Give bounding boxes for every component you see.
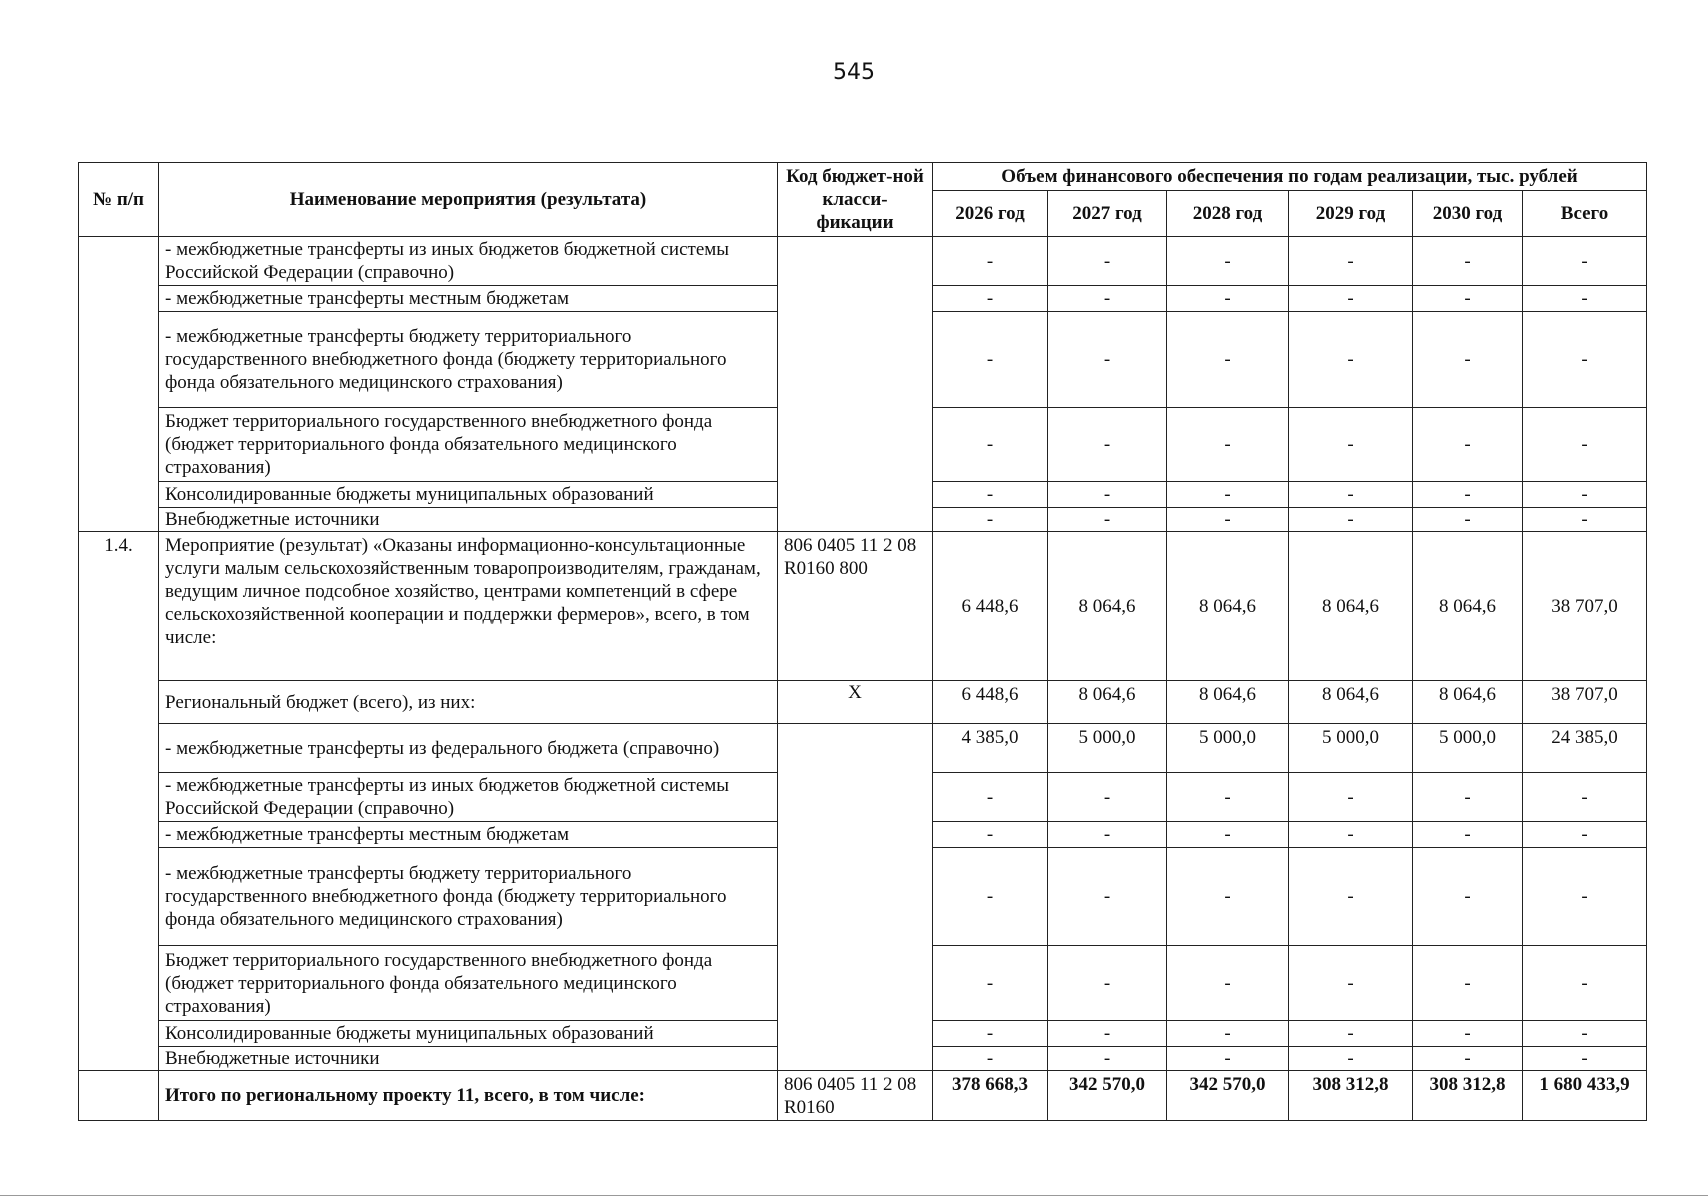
row-name: Консолидированные бюджеты муниципальных образований <box>159 1021 778 1047</box>
cell-value: - <box>1289 237 1413 286</box>
header-year: 2029 год <box>1289 191 1413 237</box>
cell-value: - <box>1289 286 1413 312</box>
cell-value: - <box>1289 1047 1413 1071</box>
cell-value: - <box>933 312 1048 408</box>
row-code: 806 0405 11 2 08 R0160 800 <box>778 532 933 681</box>
row-name: Региональный бюджет (всего), из них: <box>159 681 778 724</box>
cell-value: - <box>1048 1047 1167 1071</box>
cell-value: - <box>1289 773 1413 822</box>
cell-value: - <box>933 822 1048 848</box>
cell-value: 8 064,6 <box>1167 532 1289 681</box>
financing-table <box>78 162 1647 1121</box>
cell-value: 8 064,6 <box>1048 681 1167 724</box>
cell-value: - <box>1048 1021 1167 1047</box>
cell-value: - <box>1523 237 1647 286</box>
cell-value: - <box>933 773 1048 822</box>
cell-value: - <box>1167 946 1289 1021</box>
header-num: № п/п <box>79 163 159 237</box>
cell-value: - <box>1289 1021 1413 1047</box>
cell-value: - <box>1167 508 1289 532</box>
row-code-empty <box>778 237 933 532</box>
row-num: 1.4. <box>79 532 159 1071</box>
cell-value: 6 448,6 <box>933 681 1048 724</box>
row-name: - межбюджетные трансферты местным бюджетам <box>159 286 778 312</box>
cell-value: - <box>1289 822 1413 848</box>
cell-value: - <box>1167 408 1289 482</box>
row-code-empty <box>778 724 933 1071</box>
cell-value: - <box>1523 822 1647 848</box>
row-name: - межбюджетные трансферты из иных бюджетов бюджетной системы Российской Федерации (справочно) <box>159 773 778 822</box>
cell-value: - <box>1413 773 1523 822</box>
cell-value: - <box>1289 408 1413 482</box>
cell-value: - <box>1413 822 1523 848</box>
cell-value: 24 385,0 <box>1523 724 1647 773</box>
cell-value: - <box>1523 408 1647 482</box>
cell-value: - <box>1523 848 1647 946</box>
cell-value: - <box>1523 946 1647 1021</box>
row-name: - межбюджетные трансферты бюджету территориального государственного внебюджетного фонда (бюджету территориального фонда обязательного медицинского страхования) <box>159 848 778 946</box>
cell-value: - <box>1167 237 1289 286</box>
cell-value: - <box>1523 482 1647 508</box>
table-row <box>79 532 1647 681</box>
cell-value: - <box>1167 822 1289 848</box>
cell-value: - <box>1289 508 1413 532</box>
row-name: - межбюджетные трансферты из федерального бюджета (справочно) <box>159 724 778 773</box>
cell-value: - <box>933 1047 1048 1071</box>
header-year: 2028 год <box>1167 191 1289 237</box>
cell-value: 5 000,0 <box>1413 724 1523 773</box>
header-year: 2030 год <box>1413 191 1523 237</box>
row-name: Консолидированные бюджеты муниципальных образований <box>159 482 778 508</box>
cell-value: - <box>1048 408 1167 482</box>
cell-value: - <box>1167 1047 1289 1071</box>
cell-value: - <box>1523 773 1647 822</box>
cell-value: - <box>1167 773 1289 822</box>
row-name: - межбюджетные трансферты бюджету территориального государственного внебюджетного фонда (бюджету территориального фонда обязательного медицинского страхования) <box>159 312 778 408</box>
cell-value: - <box>1413 946 1523 1021</box>
row-name: Внебюджетные источники <box>159 508 778 532</box>
cell-value: - <box>933 1021 1048 1047</box>
header-year: 2027 год <box>1048 191 1167 237</box>
cell-value: 378 668,3 <box>933 1071 1048 1121</box>
table-row <box>79 724 1647 773</box>
row-name: Бюджет территориального государственного внебюджетного фонда (бюджет территориального фонда обязательного медицинского страхования) <box>159 946 778 1021</box>
cell-value: - <box>933 508 1048 532</box>
cell-value: 38 707,0 <box>1523 681 1647 724</box>
cell-value: 8 064,6 <box>1048 532 1167 681</box>
cell-value: - <box>1167 482 1289 508</box>
cell-value: 4 385,0 <box>933 724 1048 773</box>
row-num-empty <box>79 237 159 532</box>
cell-value: - <box>1048 848 1167 946</box>
cell-value: - <box>933 286 1048 312</box>
header-name: Наименование мероприятия (результата) <box>159 163 778 237</box>
cell-value: - <box>1167 1021 1289 1047</box>
cell-value: 308 312,8 <box>1289 1071 1413 1121</box>
cell-value: - <box>1523 312 1647 408</box>
cell-value: - <box>1048 773 1167 822</box>
cell-value: - <box>1048 482 1167 508</box>
cell-value: - <box>1413 508 1523 532</box>
cell-value: - <box>933 946 1048 1021</box>
table-row <box>79 681 1647 724</box>
cell-value: - <box>1289 312 1413 408</box>
cell-value: - <box>1048 946 1167 1021</box>
cell-value: 8 064,6 <box>1413 532 1523 681</box>
header-year: 2026 год <box>933 191 1048 237</box>
cell-value: - <box>1167 286 1289 312</box>
cell-value: - <box>1413 482 1523 508</box>
cell-value: - <box>933 848 1048 946</box>
row-name: Мероприятие (результат) «Оказаны информационно-консультационные услуги малым сельскохозяйственным товаропроизводителям, гражданам, ведущим личное подсобное хозяйство, центрами компетенций в сфере сельскохозяйственной кооперации и поддержки фермеров», всего, в том числе: <box>159 532 778 681</box>
cell-value: 342 570,0 <box>1048 1071 1167 1121</box>
cell-value: - <box>1289 848 1413 946</box>
cell-value: 8 064,6 <box>1289 681 1413 724</box>
header-total: Всего <box>1523 191 1647 237</box>
cell-value: - <box>1167 848 1289 946</box>
cell-value: - <box>1167 312 1289 408</box>
cell-value: 5 000,0 <box>1167 724 1289 773</box>
cell-value: 5 000,0 <box>1289 724 1413 773</box>
cell-value: - <box>1289 946 1413 1021</box>
row-code: 806 0405 11 2 08 R0160 <box>778 1071 933 1121</box>
row-name: Итого по региональному проекту 11, всего, в том числе: <box>159 1071 778 1121</box>
cell-value: - <box>1413 408 1523 482</box>
cell-value: - <box>933 408 1048 482</box>
cell-value: - <box>1048 312 1167 408</box>
cell-value: - <box>1523 1021 1647 1047</box>
row-name: - межбюджетные трансферты из иных бюджетов бюджетной системы Российской Федерации (справочно) <box>159 237 778 286</box>
cell-value: - <box>1048 237 1167 286</box>
row-code: X <box>778 681 933 724</box>
cell-value: 8 064,6 <box>1167 681 1289 724</box>
cell-value: - <box>1413 312 1523 408</box>
cell-value: - <box>933 482 1048 508</box>
header-group: Объем финансового обеспечения по годам реализации, тыс. рублей <box>933 163 1647 191</box>
scan-edge-line <box>0 1195 1708 1196</box>
cell-value: - <box>1413 237 1523 286</box>
cell-value: - <box>1048 508 1167 532</box>
total-row <box>79 1071 1647 1121</box>
page-number: 545 <box>833 60 875 85</box>
row-num-empty <box>79 1071 159 1121</box>
cell-value: - <box>1289 482 1413 508</box>
cell-value: - <box>1523 508 1647 532</box>
row-name: - межбюджетные трансферты местным бюджетам <box>159 822 778 848</box>
cell-value: - <box>1413 1047 1523 1071</box>
cell-value: - <box>1413 848 1523 946</box>
header-code: Код бюджет-ной класси-фикации <box>778 163 933 237</box>
cell-value: 8 064,6 <box>1413 681 1523 724</box>
cell-value: 6 448,6 <box>933 532 1048 681</box>
row-name: Внебюджетные источники <box>159 1047 778 1071</box>
cell-value: - <box>1048 286 1167 312</box>
table-row <box>79 237 1647 286</box>
cell-value: - <box>1413 286 1523 312</box>
row-name: Бюджет территориального государственного внебюджетного фонда (бюджет территориального фонда обязательного медицинского страхования) <box>159 408 778 482</box>
cell-value: 38 707,0 <box>1523 532 1647 681</box>
cell-value: 1 680 433,9 <box>1523 1071 1647 1121</box>
cell-value: - <box>1048 822 1167 848</box>
cell-value: - <box>1523 1047 1647 1071</box>
cell-value: - <box>1523 286 1647 312</box>
cell-value: - <box>933 237 1048 286</box>
cell-value: 308 312,8 <box>1413 1071 1523 1121</box>
cell-value: 8 064,6 <box>1289 532 1413 681</box>
cell-value: 5 000,0 <box>1048 724 1167 773</box>
cell-value: - <box>1413 1021 1523 1047</box>
cell-value: 342 570,0 <box>1167 1071 1289 1121</box>
